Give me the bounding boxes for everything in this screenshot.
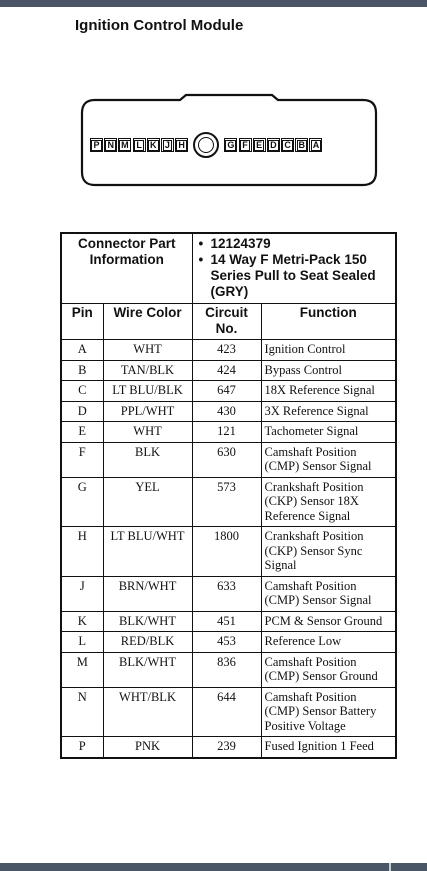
function-cell: Crankshaft Position (CKP) Sensor Sync Signal	[261, 527, 396, 577]
table-row	[61, 611, 396, 632]
connector-pin-label: B	[298, 139, 305, 150]
connector-pin	[253, 138, 266, 152]
table-row	[61, 477, 396, 527]
top-bar	[0, 0, 427, 7]
wire-color-cell: BRN/WHT	[103, 576, 192, 611]
connector-pin	[281, 138, 294, 152]
connector-pins	[90, 137, 370, 153]
wire-color-cell: BLK/WHT	[103, 652, 192, 687]
pin-cell: M	[61, 652, 103, 687]
page-title: Ignition Control Module	[75, 17, 244, 34]
connector-pin	[161, 138, 174, 152]
table-row	[61, 401, 396, 422]
pin-cell: G	[61, 477, 103, 527]
connector-pin	[147, 138, 160, 152]
circuit-cell: 1800	[192, 527, 261, 577]
pin-cell: K	[61, 611, 103, 632]
circuit-cell: 836	[192, 652, 261, 687]
circuit-cell: 453	[192, 632, 261, 653]
header-row	[61, 304, 396, 340]
connector-description: 14 Way F Metri-Pack 150 Series Pull to Seat Sealed (GRY)	[210, 252, 376, 299]
pin-cell: C	[61, 381, 103, 402]
header-function: Function	[261, 304, 396, 340]
circuit-cell: 630	[192, 442, 261, 477]
wire-color-cell: LT BLU/BLK	[103, 381, 192, 402]
circuit-cell: 423	[192, 340, 261, 361]
table-row	[61, 737, 396, 758]
wire-color-cell: WHT/BLK	[103, 687, 192, 737]
wire-color-cell: TAN/BLK	[103, 360, 192, 381]
pin-cell: E	[61, 422, 103, 443]
function-cell: Camshaft Position (CMP) Sensor Signal	[261, 576, 396, 611]
circuit-cell: 633	[192, 576, 261, 611]
connector-pin-label: P	[93, 139, 100, 150]
connector-pin	[118, 138, 131, 152]
connector-pin-label: K	[150, 139, 157, 150]
info-item: • 12124379	[198, 236, 271, 251]
circuit-cell: 239	[192, 737, 261, 758]
function-cell: 18X Reference Signal	[261, 381, 396, 402]
connector-pin-label: E	[256, 139, 263, 150]
pin-cell: P	[61, 737, 103, 758]
wire-color-cell: WHT	[103, 422, 192, 443]
wire-color-cell: PNK	[103, 737, 192, 758]
part-number: 12124379	[210, 236, 271, 251]
circuit-cell: 430	[192, 401, 261, 422]
function-cell: Fused Ignition 1 Feed	[261, 737, 396, 758]
pin-cell: A	[61, 340, 103, 361]
table-row	[61, 442, 396, 477]
wire-color-cell: BLK/WHT	[103, 611, 192, 632]
connector-pin	[239, 138, 252, 152]
table-row	[61, 527, 396, 577]
table-row	[61, 422, 396, 443]
pin-cell: H	[61, 527, 103, 577]
connector-pin	[133, 138, 146, 152]
connector-pin	[90, 138, 103, 152]
circuit-cell: 451	[192, 611, 261, 632]
connector-pin-label: F	[242, 139, 248, 150]
circuit-cell: 573	[192, 477, 261, 527]
connector-pin-label: G	[227, 139, 235, 150]
function-cell: Camshaft Position (CMP) Sensor Battery Positive Voltage	[261, 687, 396, 737]
circuit-cell: 644	[192, 687, 261, 737]
bottom-bar-divider	[389, 863, 391, 871]
table-row	[61, 340, 396, 361]
wire-color-cell: LT BLU/WHT	[103, 527, 192, 577]
connector-pin	[295, 138, 308, 152]
connector-pin-label: M	[121, 139, 129, 150]
wire-color-cell: BLK	[103, 442, 192, 477]
connector-pin	[267, 138, 280, 152]
connector-pin-label: C	[284, 139, 291, 150]
connector-pin	[104, 138, 117, 152]
connector-table	[60, 232, 397, 759]
pin-cell: D	[61, 401, 103, 422]
wire-color-cell: PPL/WHT	[103, 401, 192, 422]
circuit-cell: 647	[192, 381, 261, 402]
function-cell: Crankshaft Position (CKP) Sensor 18X Reference Signal	[261, 477, 396, 527]
function-cell: Ignition Control	[261, 340, 396, 361]
wire-color-cell: WHT	[103, 340, 192, 361]
circuit-cell: 424	[192, 360, 261, 381]
function-cell: 3X Reference Signal	[261, 401, 396, 422]
header-wire-color: Wire Color	[103, 304, 192, 340]
wire-color-cell: YEL	[103, 477, 192, 527]
connector-pin-label: D	[270, 139, 277, 150]
pin-cell: J	[61, 576, 103, 611]
table-row	[61, 576, 396, 611]
function-cell: PCM & Sensor Ground	[261, 611, 396, 632]
left-pin-group	[90, 138, 189, 152]
table-row	[61, 632, 396, 653]
right-pin-group	[224, 138, 323, 152]
table-row	[61, 381, 396, 402]
function-cell: Bypass Control	[261, 360, 396, 381]
connector-pin-label: H	[178, 139, 185, 150]
info-item: • 14 Way F Metri-Pack 150 Series Pull to Seat Sealed (GRY)	[199, 252, 392, 300]
connector-pin-label: A	[312, 139, 320, 150]
pin-cell: N	[61, 687, 103, 737]
connector-info-values	[192, 233, 396, 304]
header-pin: Pin	[61, 304, 103, 340]
connector-pin	[175, 138, 188, 152]
connector-pin	[224, 138, 237, 152]
connector-pin-label: L	[136, 139, 142, 150]
function-cell: Camshaft Position (CMP) Sensor Signal	[261, 442, 396, 477]
connector-pin-label: J	[164, 139, 170, 150]
header-circuit-no: Circuit No.	[192, 304, 261, 340]
table-row	[61, 652, 396, 687]
function-cell: Camshaft Position (CMP) Sensor Ground	[261, 652, 396, 687]
info-row	[61, 233, 396, 304]
table-row	[61, 360, 396, 381]
pin-cell: F	[61, 442, 103, 477]
pin-cell: L	[61, 632, 103, 653]
bottom-bar	[0, 863, 427, 871]
connector-pin	[309, 138, 322, 152]
function-cell: Reference Low	[261, 632, 396, 653]
function-cell: Tachometer Signal	[261, 422, 396, 443]
circuit-cell: 121	[192, 422, 261, 443]
connector-pin-label: N	[107, 139, 114, 150]
wire-color-cell: RED/BLK	[103, 632, 192, 653]
table-row	[61, 687, 396, 737]
pin-cell: B	[61, 360, 103, 381]
connector-info-label: Connector Part Information	[61, 233, 192, 304]
